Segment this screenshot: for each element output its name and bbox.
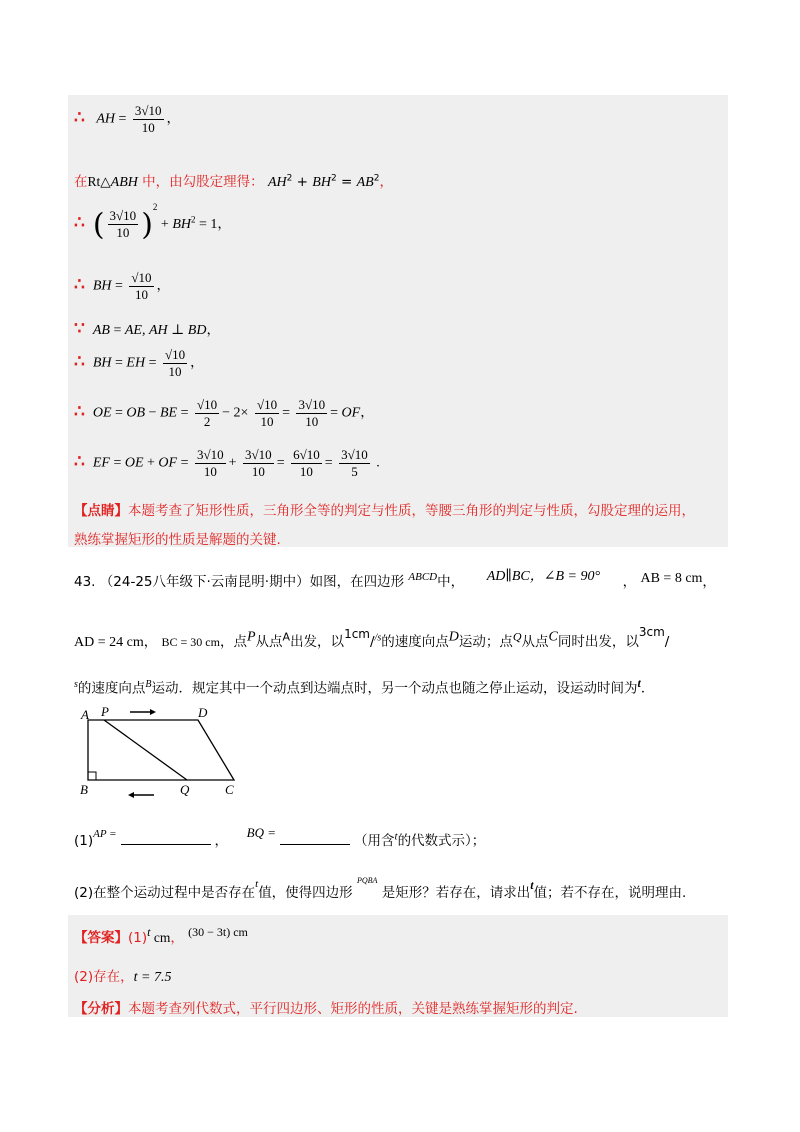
analysis-line: 【分析】本题考查列代数式，平行四边形、矩形的性质，关键是熟练掌握矩形的判定. xyxy=(74,1001,578,1017)
answer-line-1: 【答案】$(1)^t$ cm， $^{(30 - 3t) cm}$ xyxy=(74,925,248,946)
question-2: (2)在整个运动过程中是否存在$^t$值，使得四边形 $^{PQBA}$ 是矩形？若存在，请求出$^t$值；若不存在，说明理由. xyxy=(74,876,687,901)
problem-line-3: $^s$的速度向点$^B$运动．规定其中一个动点到达端点时，另一个动点也随之停止运动，设运动时间为$^t$． xyxy=(74,676,655,697)
question-1: $(1)^{AP =}$ ， $^{BQ =}$（用含$^t$的代数式示）； xyxy=(74,825,486,849)
solution-line-pythagoras: 在Rt△ABH 中，由勾股定理得： $AH^2 + BH^2 = AB^2$， xyxy=(74,173,393,190)
figure-label-p: P xyxy=(101,704,109,719)
figure-label-b: B xyxy=(80,782,88,797)
solution-line-squared: ∴ ( $\frac{3√10}{10}$ )$^2 + BH^2 = 1$， xyxy=(74,202,231,243)
answer-blank-ap[interactable] xyxy=(121,844,211,845)
figure-label-a: A xyxy=(81,707,89,722)
solution-line-ah: ∴ AH = $\frac{3√10}{10}$ ， xyxy=(74,103,181,135)
answer-line-2: (2)存在，t = 7.5 xyxy=(74,969,172,985)
figure-label-c: C xyxy=(225,782,234,797)
comment-line-1: 【点睛】本题考查了矩形性质，三角形全等的判定与性质，等腰三角形的判定与性质，勾股定理的运用， xyxy=(74,503,695,519)
comment-line-2: 熟练掌握矩形的性质是解题的关键. xyxy=(74,532,281,548)
solution-line-bh: ∴ BH = $\frac{√10}{10}$ ， xyxy=(74,270,171,302)
trapezoid-figure xyxy=(74,700,244,810)
answer-blank-bq[interactable] xyxy=(280,844,350,845)
solution-line-eh: ∴ BH = EH = $\frac{√10}{10}$ ， xyxy=(74,347,204,379)
problem-line-1: 43. （24-25八年级下·云南昆明·期中）如图，在四边形 $^{ABCD}$中， AD∥BC，∠B = 90° ， AB = 8 cm， xyxy=(74,569,716,590)
solution-line-ef: ∴ EF = OE + OF = $\frac{3√10}{10}$ + $\frac{3√10}{10}$ = $\frac{6√10}{10}$ = $\frac{3√10}{5}$ . xyxy=(74,447,380,479)
solution-line-oe: ∴ OE = OB − BE = $\frac{√10}{2}$ − 2× $\frac{√10}{10}$ = $\frac{3√10}{10}$ = OF， xyxy=(74,397,374,429)
problem-line-2: AD = 24 cm， BC = 30 cm，点$^P$从点$^A$出发，以$^{1cm}$/$^{/s}$的速度向点$^D$运动；点$^Q$从点$^C$同时出发，以$^{3cm}$/ xyxy=(74,625,670,650)
figure-label-q: Q xyxy=(180,782,190,797)
figure-label-d: D xyxy=(198,705,208,720)
solution-line-because: ∵ AB = AE, AH ⊥ BD， xyxy=(74,319,220,338)
